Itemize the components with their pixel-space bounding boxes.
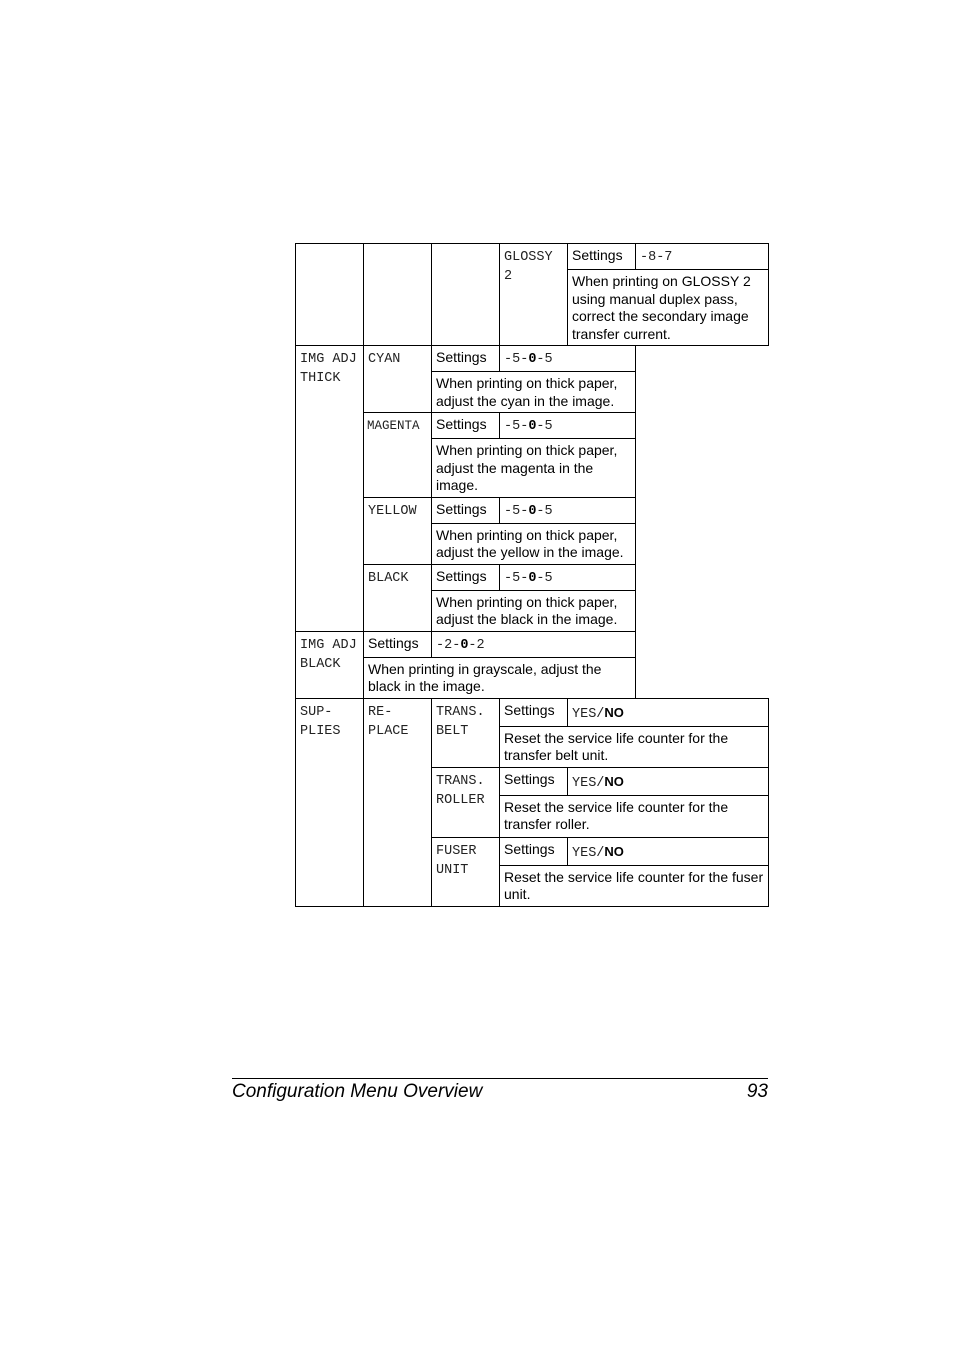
glossy2-value: -8-7: [636, 244, 769, 270]
table-row: [296, 413, 769, 439]
glossy2-label: GLOSSY 2: [500, 244, 568, 346]
settings-label: Settings: [500, 837, 568, 865]
settings-label: Settings: [568, 244, 636, 270]
magenta-label: MAGENTA: [364, 413, 432, 498]
trans-roller-description: Reset the service life counter for the transfer roller.: [500, 795, 769, 837]
trans-belt-label: TRANS. BELT: [432, 698, 500, 767]
settings-label: Settings: [364, 631, 432, 657]
settings-label: Settings: [432, 497, 500, 523]
trans-roller-value: YES/NO: [568, 767, 769, 795]
fuser-unit-description: Reset the service life counter for the fuser unit.: [500, 865, 769, 906]
magenta-value: -5-0-5: [500, 413, 636, 439]
level1-cell-empty: [296, 244, 364, 346]
page-number: 93: [746, 1081, 768, 1102]
magenta-description: When printing on thick paper, adjust the magenta in the image.: [432, 439, 636, 498]
img-adj-black-description: When printing in grayscale, adjust the black in the image.: [364, 657, 636, 698]
trans-belt-description: Reset the service life counter for the transfer belt unit.: [500, 726, 769, 767]
cyan-description: When printing on thick paper, adjust the cyan in the image.: [432, 372, 636, 413]
level2-cell-empty: [364, 244, 432, 346]
img-adj-black-value: -2-0-2: [432, 631, 636, 657]
footer-title: Configuration Menu Overview: [232, 1081, 483, 1102]
black-description: When printing on thick paper, adjust the black in the image.: [432, 590, 636, 631]
settings-label: Settings: [500, 698, 568, 726]
config-menu-table: [295, 243, 769, 907]
trans-belt-value: YES/NO: [568, 698, 769, 726]
cyan-value: -5-0-5: [500, 346, 636, 372]
fuser-unit-label: FUSER UNIT: [432, 837, 500, 906]
black-value: -5-0-5: [500, 564, 636, 590]
table-row: [296, 657, 769, 698]
table-row: [296, 497, 769, 523]
yellow-description: When printing on thick paper, adjust the yellow in the image.: [432, 523, 636, 564]
level3-cell-empty: [432, 244, 500, 346]
fuser-unit-value: YES/NO: [568, 837, 769, 865]
img-adj-black-label: IMG ADJ BLACK: [296, 631, 364, 698]
black-label: BLACK: [364, 564, 432, 631]
footer-divider: [232, 1078, 768, 1079]
table-row: [296, 631, 769, 657]
supplies-label: SUP- PLIES: [296, 698, 364, 906]
settings-label: Settings: [500, 767, 568, 795]
cyan-label: CYAN: [364, 346, 432, 413]
table-row: [296, 346, 769, 372]
table-row: [296, 564, 769, 590]
table-row: [296, 244, 769, 270]
settings-label: Settings: [432, 564, 500, 590]
yellow-label: YELLOW: [364, 497, 432, 564]
yellow-value: -5-0-5: [500, 497, 636, 523]
trans-roller-label: TRANS. ROLLER: [432, 767, 500, 837]
settings-label: Settings: [432, 346, 500, 372]
replace-label: RE- PLACE: [364, 698, 432, 906]
img-adj-thick-label: IMG ADJ THICK: [296, 346, 364, 632]
settings-label: Settings: [432, 413, 500, 439]
table-row: [296, 698, 769, 726]
glossy2-description: When printing on GLOSSY 2 using manual duplex pass, correct the secondary image transfer current.: [568, 270, 769, 346]
